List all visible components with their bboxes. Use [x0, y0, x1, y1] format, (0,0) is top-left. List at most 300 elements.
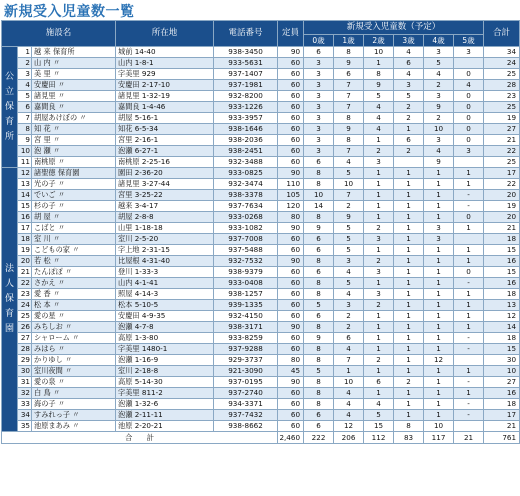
address: 字美里 811-2 — [116, 388, 214, 399]
row-total: 19 — [484, 113, 520, 124]
age-3-count: 6 — [394, 58, 424, 69]
capacity: 60 — [278, 135, 304, 146]
age-0-count: 9 — [304, 333, 334, 344]
phone-number: 929-3737 — [214, 355, 278, 366]
row-total: 18 — [484, 333, 520, 344]
facility-name: 愛の泉 〃 — [32, 377, 116, 388]
total-label: 合 計 — [2, 432, 278, 444]
row-number: 4 — [18, 80, 32, 91]
row-number: 17 — [18, 223, 32, 234]
capacity: 60 — [278, 234, 304, 245]
age-5-count: 1 — [454, 168, 484, 179]
age-4-count: 1 — [424, 179, 454, 190]
phone-number: 932-8200 — [214, 91, 278, 102]
age-2-count: 2 — [364, 355, 394, 366]
table-row — [2, 102, 520, 113]
age-5-count: 0 — [454, 124, 484, 135]
total-age-2: 112 — [364, 432, 394, 444]
age-4-count: 1 — [424, 289, 454, 300]
age-4-count: 3 — [424, 91, 454, 102]
age-2-count: 1 — [364, 333, 394, 344]
row-number: 3 — [18, 69, 32, 80]
facility-name: シャローム 〃 — [32, 333, 116, 344]
row-total: 13 — [484, 300, 520, 311]
age-2-count: 6 — [364, 377, 394, 388]
age-0-count: 6 — [304, 245, 334, 256]
age-2-count: 4 — [364, 124, 394, 135]
age-0-count: 3 — [304, 91, 334, 102]
capacity: 60 — [278, 113, 304, 124]
table-row — [2, 157, 520, 168]
age-5-count: 1 — [454, 245, 484, 256]
age-3-count: 1 — [394, 124, 424, 135]
phone-number: 934-3371 — [214, 399, 278, 410]
row-total: 18 — [484, 399, 520, 410]
address: 字美里 1480-1 — [116, 344, 214, 355]
age-5-count: - — [454, 399, 484, 410]
capacity: 80 — [278, 355, 304, 366]
age-3-count: 1 — [394, 256, 424, 267]
row-total: 25 — [484, 102, 520, 113]
age-1-count: 9 — [334, 212, 364, 223]
age-3-count: 3 — [394, 80, 424, 91]
capacity: 90 — [278, 377, 304, 388]
age-0-count: 8 — [304, 289, 334, 300]
phone-number: 932-3488 — [214, 157, 278, 168]
address: 登川 1-33-3 — [116, 267, 214, 278]
facility-name: こばと 〃 — [32, 223, 116, 234]
row-number: 34 — [18, 410, 32, 421]
age-2-count: 1 — [364, 322, 394, 333]
row-number: 16 — [18, 212, 32, 223]
age-2-count: 2 — [364, 223, 394, 234]
age-5-count: 4 — [454, 80, 484, 91]
capacity: 60 — [278, 80, 304, 91]
capacity: 60 — [278, 91, 304, 102]
address: 室川 2-5-20 — [116, 234, 214, 245]
facility-name: みはら 〃 — [32, 344, 116, 355]
table-row — [2, 377, 520, 388]
phone-number: 932-4150 — [214, 311, 278, 322]
address: 山内 1-8-1 — [116, 58, 214, 69]
age-0-count: 3 — [304, 69, 334, 80]
age-2-count: 2 — [364, 300, 394, 311]
capacity: 60 — [278, 58, 304, 69]
address: 松本 5-10-5 — [116, 300, 214, 311]
age-3-count: 1 — [394, 223, 424, 234]
row-total: 21 — [484, 135, 520, 146]
age-3-count: 1 — [394, 388, 424, 399]
age-2-count: 3 — [364, 234, 394, 245]
row-number: 20 — [18, 256, 32, 267]
age-3-count: 1 — [394, 245, 424, 256]
age-1-count: 7 — [334, 355, 364, 366]
facility-name: 知 花 〃 — [32, 124, 116, 135]
address: 胡屋 5-16-1 — [116, 113, 214, 124]
age-5-count — [454, 157, 484, 168]
table-row — [2, 113, 520, 124]
phone-number: 937-1407 — [214, 69, 278, 80]
age-2-count: 3 — [364, 267, 394, 278]
row-total: 21 — [484, 421, 520, 432]
age-0-count: 3 — [304, 80, 334, 91]
age-3-count: 1 — [394, 399, 424, 410]
row-number: 13 — [18, 179, 32, 190]
capacity: 60 — [278, 102, 304, 113]
age-1-count: 10 — [334, 179, 364, 190]
age-4-count: 1 — [424, 168, 454, 179]
age-5-count: - — [454, 201, 484, 212]
row-total: 20 — [484, 190, 520, 201]
header-address: 所在地 — [116, 21, 214, 47]
age-0-count: 5 — [304, 300, 334, 311]
phone-number: 937-7634 — [214, 201, 278, 212]
age-3-count: 2 — [394, 102, 424, 113]
facility-name: みちしお 〃 — [32, 322, 116, 333]
address: 泡瀬 2-11-11 — [116, 410, 214, 421]
age-0-count: 8 — [304, 399, 334, 410]
address: 知花 6-5-34 — [116, 124, 214, 135]
age-4-count: 1 — [424, 322, 454, 333]
facility-name: 美 里 〃 — [32, 69, 116, 80]
phone-number: 932-7532 — [214, 256, 278, 267]
header-row-main — [2, 21, 520, 35]
age-0-count: 6 — [304, 47, 334, 58]
age-2-count: 1 — [364, 168, 394, 179]
address: 宮里 2-16-1 — [116, 135, 214, 146]
phone-number: 933-5631 — [214, 58, 278, 69]
capacity: 90 — [278, 322, 304, 333]
age-3-count: 1 — [394, 355, 424, 366]
age-0-count: 8 — [304, 212, 334, 223]
age-2-count: 4 — [364, 399, 394, 410]
table-row — [2, 344, 520, 355]
row-total: 10 — [484, 366, 520, 377]
phone-number: 937-7008 — [214, 234, 278, 245]
age-4-count: 3 — [424, 135, 454, 146]
capacity: 90 — [278, 223, 304, 234]
row-number: 29 — [18, 355, 32, 366]
age-3-count: 8 — [394, 421, 424, 432]
age-0-count: 8 — [304, 278, 334, 289]
intake-table — [1, 20, 520, 444]
age-1-count: 3 — [334, 256, 364, 267]
capacity: 60 — [278, 267, 304, 278]
phone-number: 938-9379 — [214, 267, 278, 278]
age-0-count: 8 — [304, 168, 334, 179]
table-row — [2, 366, 520, 377]
facility-name: 杉の子 〃 — [32, 201, 116, 212]
age-1-count: 7 — [334, 146, 364, 157]
age-0-count: 3 — [304, 102, 334, 113]
row-total: 17 — [484, 410, 520, 421]
group-label: 公立保育所 — [2, 47, 18, 168]
row-total: 25 — [484, 69, 520, 80]
address: 照屋 4-14-3 — [116, 289, 214, 300]
age-1-count: 12 — [334, 421, 364, 432]
age-5-count: 3 — [454, 146, 484, 157]
age-3-count: 1 — [394, 278, 424, 289]
age-1-count: 4 — [334, 157, 364, 168]
age-1-count: 1 — [334, 366, 364, 377]
age-0-count: 8 — [304, 256, 334, 267]
age-3-count: 4 — [394, 69, 424, 80]
facility-name: 胡屋あけぼの 〃 — [32, 113, 116, 124]
age-1-count: 4 — [334, 410, 364, 421]
phone-number: 938-3171 — [214, 322, 278, 333]
phone-number: 921-3090 — [214, 366, 278, 377]
age-4-count: 3 — [424, 47, 454, 58]
address: 安慶田 2-17-10 — [116, 80, 214, 91]
facility-name: 嘉間良 〃 — [32, 102, 116, 113]
age-1-count: 7 — [334, 80, 364, 91]
age-1-count: 5 — [334, 223, 364, 234]
age-3-count: 4 — [394, 47, 424, 58]
facility-name: でいご 〃 — [32, 190, 116, 201]
table-row — [2, 91, 520, 102]
row-number: 24 — [18, 300, 32, 311]
address: 字上地 2-31-15 — [116, 245, 214, 256]
age-2-count: 1 — [364, 179, 394, 190]
row-number: 5 — [18, 91, 32, 102]
row-number: 1 — [18, 47, 32, 58]
age-4-count: 1 — [424, 344, 454, 355]
capacity: 60 — [278, 278, 304, 289]
capacity: 60 — [278, 421, 304, 432]
age-1-count: 5 — [334, 168, 364, 179]
age-2-count: 4 — [364, 102, 394, 113]
capacity: 90 — [278, 47, 304, 58]
age-5-count: 1 — [454, 300, 484, 311]
age-1-count: 7 — [334, 91, 364, 102]
age-5-count: - — [454, 278, 484, 289]
row-total: 28 — [484, 80, 520, 91]
age-0-count: 5 — [304, 366, 334, 377]
age-4-count: 9 — [424, 102, 454, 113]
facility-name: さかえ 〃 — [32, 278, 116, 289]
facility-name: たんぽぽ 〃 — [32, 267, 116, 278]
header-phone: 電話番号 — [214, 21, 278, 47]
age-4-count: 5 — [424, 58, 454, 69]
age-4-count: 4 — [424, 146, 454, 157]
age-0-count: 6 — [304, 311, 334, 322]
total-age-4: 117 — [424, 432, 454, 444]
facility-name: 白 鳥 〃 — [32, 388, 116, 399]
age-5-count: - — [454, 190, 484, 201]
age-5-count: 0 — [454, 267, 484, 278]
total-age-5: 21 — [454, 432, 484, 444]
age-5-count: 1 — [454, 256, 484, 267]
capacity: 120 — [278, 201, 304, 212]
age-3-count: 2 — [394, 113, 424, 124]
table-row — [2, 333, 520, 344]
phone-number: 933-1226 — [214, 102, 278, 113]
row-number: 28 — [18, 344, 32, 355]
capacity: 60 — [278, 124, 304, 135]
address: 泡瀬 6-27-1 — [116, 146, 214, 157]
total-row — [2, 432, 520, 444]
age-5-count: 0 — [454, 212, 484, 223]
age-3-count: 1 — [394, 333, 424, 344]
age-1-count: 4 — [334, 399, 364, 410]
age-1-count: 3 — [334, 300, 364, 311]
age-0-count: 8 — [304, 344, 334, 355]
age-2-count: 10 — [364, 47, 394, 58]
address: 池原 2-20-21 — [116, 421, 214, 432]
capacity: 90 — [278, 168, 304, 179]
phone-number: 933-0268 — [214, 212, 278, 223]
age-4-count: 4 — [424, 69, 454, 80]
phone-number: 938-3450 — [214, 47, 278, 58]
age-0-count: 3 — [304, 135, 334, 146]
age-4-count: 1 — [424, 333, 454, 344]
age-3-count: 1 — [394, 190, 424, 201]
capacity: 60 — [278, 245, 304, 256]
age-5-count: 1 — [454, 223, 484, 234]
address: 泡瀬 1-16-9 — [116, 355, 214, 366]
age-4-count: 1 — [424, 190, 454, 201]
facility-name: 諸聖徳 保育園 — [32, 168, 116, 179]
capacity: 45 — [278, 366, 304, 377]
age-0-count: 8 — [304, 388, 334, 399]
address: 安慶田 4-9-35 — [116, 311, 214, 322]
age-2-count: 3 — [364, 157, 394, 168]
age-4-count: 10 — [424, 124, 454, 135]
facility-name: 胡 屋 〃 — [32, 212, 116, 223]
phone-number: 938-2036 — [214, 135, 278, 146]
age-1-count: 4 — [334, 388, 364, 399]
age-2-count: 1 — [364, 135, 394, 146]
address: 越来 3-4-17 — [116, 201, 214, 212]
facility-name: 光の子 〃 — [32, 179, 116, 190]
phone-number: 937-2740 — [214, 388, 278, 399]
row-total: 18 — [484, 289, 520, 300]
header-age-5: 5歳 — [454, 35, 484, 47]
age-1-count: 7 — [334, 190, 364, 201]
age-4-count: 1 — [424, 366, 454, 377]
age-3-count: 1 — [394, 289, 424, 300]
facility-name: 宮 里 〃 — [32, 135, 116, 146]
capacity: 60 — [278, 344, 304, 355]
table-row — [2, 234, 520, 245]
age-0-count: 14 — [304, 201, 334, 212]
age-1-count: 5 — [334, 245, 364, 256]
facility-name: 室 川 〃 — [32, 234, 116, 245]
age-4-count: 12 — [424, 355, 454, 366]
age-5-count — [454, 234, 484, 245]
phone-number: 933-8259 — [214, 333, 278, 344]
age-4-count: 1 — [424, 377, 454, 388]
facility-name: かりゆし 〃 — [32, 355, 116, 366]
header-new-intake: 新規受入児童数（予定） — [304, 21, 484, 35]
age-5-count: - — [454, 410, 484, 421]
capacity: 80 — [278, 212, 304, 223]
capacity: 60 — [278, 157, 304, 168]
age-2-count: 2 — [364, 256, 394, 267]
age-0-count: 6 — [304, 157, 334, 168]
row-number: 26 — [18, 322, 32, 333]
table-row — [2, 245, 520, 256]
age-5-count: - — [454, 344, 484, 355]
facility-name: 若 松 〃 — [32, 256, 116, 267]
age-3-count: 1 — [394, 201, 424, 212]
table-row — [2, 47, 520, 58]
age-1-count: 4 — [334, 267, 364, 278]
row-total: 15 — [484, 245, 520, 256]
facility-name: 越 来 保育所 — [32, 47, 116, 58]
phone-number: 938-8662 — [214, 421, 278, 432]
age-4-count: 1 — [424, 245, 454, 256]
facility-name: 松 本 〃 — [32, 300, 116, 311]
age-1-count: 8 — [334, 47, 364, 58]
age-1-count: 2 — [334, 311, 364, 322]
facility-name: 安慶田 〃 — [32, 80, 116, 91]
address: 園田 2-36-20 — [116, 168, 214, 179]
age-4-count: 1 — [424, 201, 454, 212]
row-number: 19 — [18, 245, 32, 256]
row-number: 32 — [18, 388, 32, 399]
age-3-count: 6 — [394, 135, 424, 146]
row-total: 27 — [484, 377, 520, 388]
facility-name: 室川夜間 〃 — [32, 366, 116, 377]
age-4-count: 9 — [424, 157, 454, 168]
row-total: 20 — [484, 212, 520, 223]
age-1-count: 5 — [334, 278, 364, 289]
age-0-count: 6 — [304, 267, 334, 278]
row-number: 10 — [18, 146, 32, 157]
capacity: 60 — [278, 333, 304, 344]
age-2-count: 1 — [364, 278, 394, 289]
grand-total: 761 — [484, 432, 520, 444]
row-total: 16 — [484, 278, 520, 289]
row-total: 23 — [484, 91, 520, 102]
table-row — [2, 201, 520, 212]
age-0-count: 3 — [304, 58, 334, 69]
age-5-count: 1 — [454, 179, 484, 190]
facility-name: 諸見里 〃 — [32, 91, 116, 102]
age-5-count — [454, 58, 484, 69]
address: 高原 1-3-80 — [116, 333, 214, 344]
row-number: 7 — [18, 113, 32, 124]
row-total: 15 — [484, 267, 520, 278]
age-0-count: 8 — [304, 179, 334, 190]
table-row — [2, 421, 520, 432]
phone-number: 938-3378 — [214, 190, 278, 201]
facility-name: 山 内 〃 — [32, 58, 116, 69]
phone-number: 932-3474 — [214, 179, 278, 190]
row-number: 15 — [18, 201, 32, 212]
age-3-count: 1 — [394, 344, 424, 355]
age-3-count: 1 — [394, 366, 424, 377]
address: 泡瀬 1-32-6 — [116, 399, 214, 410]
age-1-count: 6 — [334, 333, 364, 344]
header-age-1: 1歳 — [334, 35, 364, 47]
capacity: 60 — [278, 69, 304, 80]
age-4-count: 1 — [424, 256, 454, 267]
row-number: 25 — [18, 311, 32, 322]
age-3-count: 1 — [394, 179, 424, 190]
age-3-count: 1 — [394, 168, 424, 179]
age-4-count: 3 — [424, 223, 454, 234]
facility-name: こどもの家 〃 — [32, 245, 116, 256]
capacity: 90 — [278, 256, 304, 267]
table-row — [2, 278, 520, 289]
table-row — [2, 80, 520, 91]
row-total: 18 — [484, 234, 520, 245]
group-label: 法人保育園 — [2, 168, 18, 432]
age-2-count: 1 — [364, 58, 394, 69]
age-5-count: - — [454, 377, 484, 388]
